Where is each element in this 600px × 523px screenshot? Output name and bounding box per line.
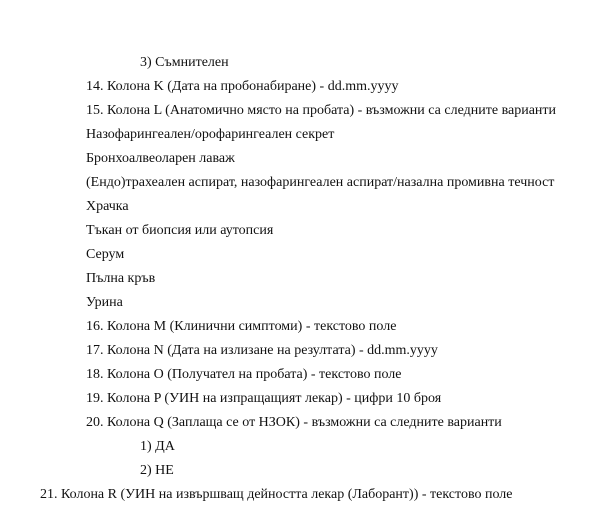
list-item-suboption-1: 1) ДА (140, 439, 175, 454)
variant-item: Серум (86, 247, 125, 262)
variant-item: Тъкан от биопсия или аутопсия (86, 223, 274, 238)
list-item-suboption-2: 2) НЕ (140, 463, 174, 478)
list-item-16: 16. Колона M (Клинични симптоми) - текстово поле (86, 319, 397, 334)
list-item-20: 20. Колона Q (Заплаща се от НЗОК) - възможни са следните варианти (86, 415, 502, 430)
list-item-suboption-3: 3) Съмнителен (140, 55, 229, 70)
variant-item: Бронхоалвеоларен лаваж (86, 151, 235, 166)
list-item-19: 19. Колона P (УИН на изпращащият лекар) - цифри 10 броя (86, 391, 442, 406)
variant-item: Урина (86, 295, 123, 310)
list-item-17: 17. Колона N (Дата на излизане на резултата) - dd.mm.yyyy (86, 343, 438, 358)
list-item-14: 14. Колона K (Дата на пробонабиране) - dd.mm.yyyy (86, 79, 399, 94)
variant-item: Пълна кръв (86, 271, 156, 286)
list-item-21: 21. Колона R (УИН на извършващ дейността лекар (Лаборант)) - текстово поле (40, 487, 513, 502)
list-item-18: 18. Колона O (Получател на пробата) - текстово поле (86, 367, 402, 382)
variant-item: (Ендо)трахеален аспират, назофарингеален аспират/назална промивна течност (86, 175, 555, 190)
list-item-15: 15. Колона L (Анатомично място на пробата) - възможни са следните варианти (86, 103, 557, 118)
variant-item: Назофарингеален/орофарингеален секрет (86, 127, 335, 142)
variant-item: Храчка (86, 199, 129, 214)
